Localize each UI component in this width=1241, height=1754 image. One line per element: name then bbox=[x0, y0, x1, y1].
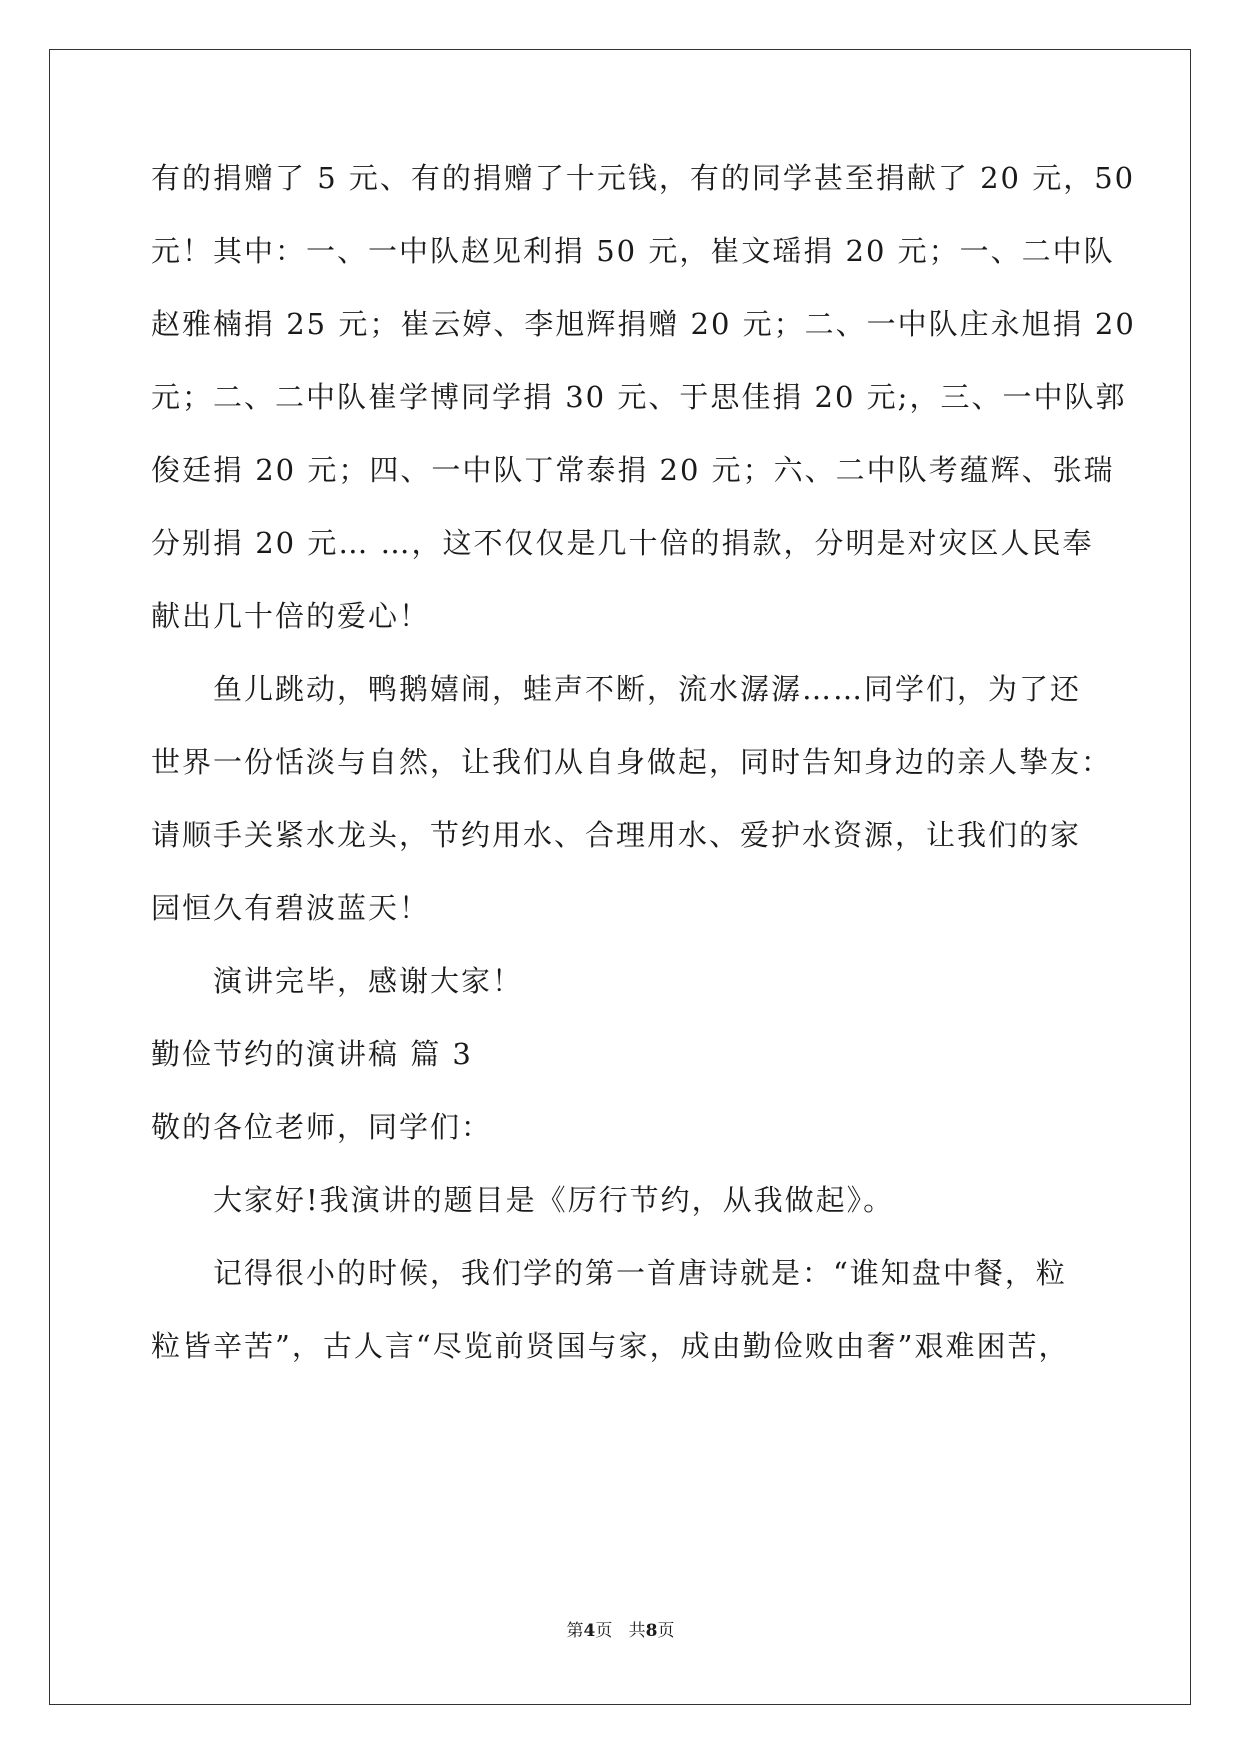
paragraph-line: 大家好!我演讲的题目是《厉行节约，从我做起》。 bbox=[213, 1183, 895, 1217]
paragraph-line: 元！其中：一、一中队赵见利捐 50 元，崔文瑶捐 20 元；一、二中队 bbox=[151, 234, 1115, 268]
salutation-line: 敬的各位老师，同学们： bbox=[151, 1110, 493, 1144]
paragraph-line: 分别捐 20 元… …，这不仅仅是几十倍的捐款，分明是对灾区人民奉 bbox=[151, 526, 1094, 560]
paragraph-line: 粒皆辛苦”，古人言“尽览前贤国与家，成由勤俭败由奢”艰难困苦， bbox=[151, 1329, 1070, 1363]
paragraph-line: 世界一份恬淡与自然，让我们从自身做起，同时告知身边的亲人挚友： bbox=[151, 745, 1113, 779]
current-page-number: 4 bbox=[583, 1621, 596, 1641]
paragraph-line: 园恒久有碧波蓝天！ bbox=[151, 891, 431, 925]
footer-total-unit: 页 bbox=[657, 1621, 675, 1641]
paragraph-line: 元；二、二中队崔学博同学捐 30 元、于思佳捐 20 元;，三、一中队郭 bbox=[151, 380, 1127, 414]
footer-total-prefix: 共 bbox=[628, 1621, 646, 1641]
paragraph-line: 献出几十倍的爱心！ bbox=[151, 599, 431, 633]
paragraph-line: 演讲完毕，感谢大家！ bbox=[213, 964, 524, 998]
page-border bbox=[49, 49, 1191, 1705]
paragraph-line: 俊廷捐 20 元；四、一中队丁常泰捐 20 元；六、二中队考蕴辉、张瑞 bbox=[151, 453, 1115, 487]
paragraph-line: 鱼儿跳动，鸭鹅嬉闹，蛙声不断，流水潺潺……同学们，为了还 bbox=[213, 672, 1082, 706]
footer-prefix: 第 bbox=[566, 1621, 584, 1641]
section-heading: 勤俭节约的演讲稿 篇 3 bbox=[151, 1037, 473, 1071]
total-pages-number: 8 bbox=[645, 1621, 658, 1641]
paragraph-line: 请顺手关紧水龙头，节约用水、合理用水、爱护水资源，让我们的家 bbox=[151, 818, 1082, 852]
paragraph-line: 记得很小的时候，我们学的第一首唐诗就是：“谁知盘中餐，粒 bbox=[213, 1256, 1067, 1290]
paragraph-line: 有的捐赠了 5 元、有的捐赠了十元钱，有的同学甚至捐献了 20 元，50 bbox=[151, 161, 1136, 195]
paragraph-line: 赵雅楠捐 25 元；崔云婷、李旭辉捐赠 20 元；二、一中队庄永旭捐 20 bbox=[151, 307, 1136, 341]
page-footer bbox=[0, 1619, 1241, 1643]
footer-page-unit: 页 bbox=[595, 1621, 613, 1641]
